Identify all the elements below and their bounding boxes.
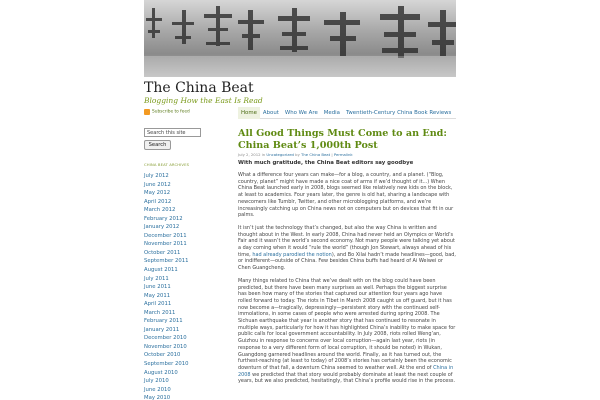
paragraph-text: It isn’t just the technology that’s changed, but also the way China is written and thought about in the West. In early 2008, China had never held an Olympics or World’s Fair and it wasn’t the world’s second economy. Not many people were talking yet about a day coming when it would “rule the world” (though Jon Stewart, always ahead of his time,: [238, 224, 455, 258]
archive-link[interactable]: July 2010: [144, 378, 169, 385]
nav-tab-book-reviews[interactable]: Twentieth-Century China Book Reviews: [345, 109, 452, 116]
archive-link[interactable]: April 2011: [144, 301, 172, 308]
archive-link[interactable]: March 2012: [144, 207, 176, 214]
post-category-link[interactable]: Uncategorized: [266, 152, 294, 157]
main-navigation: [238, 107, 456, 119]
archive-link[interactable]: March 2011: [144, 309, 176, 316]
header-banner-image: [144, 0, 456, 77]
nav-tab-home[interactable]: Home: [238, 107, 260, 119]
page-wrapper: [144, 0, 456, 400]
calligraphy-stone-image: [144, 0, 456, 77]
archive-link[interactable]: December 2011: [144, 232, 187, 239]
post-title[interactable]: All Good Things Must Come to an End: China Beat’s 1,000th Post: [238, 128, 447, 151]
archive-link[interactable]: January 2011: [144, 326, 180, 333]
rss-feed-icon: [144, 109, 150, 115]
archive-link[interactable]: June 2012: [144, 181, 171, 188]
archive-link[interactable]: August 2010: [144, 369, 178, 376]
paragraph-text: ), and Bo Xilai hadn’t made headlines—good, bad, or indifferent—outside of China. Few besides China buffs had heard of Ai Weiwei or Chen Guangcheng.: [238, 251, 456, 272]
subscribe-feed-label: Subscribe to feed: [152, 109, 190, 115]
archive-link[interactable]: April 2012: [144, 198, 172, 205]
subscribe-feed-link[interactable]: [144, 109, 234, 119]
post-by: by: [295, 152, 300, 157]
archive-link[interactable]: July 2011: [144, 275, 169, 282]
post-meta: [238, 152, 456, 157]
archives-heading: CHINA BEAT ARCHIVES: [144, 162, 190, 167]
main-content: [238, 128, 456, 385]
archive-link[interactable]: November 2010: [144, 343, 187, 350]
archives-list: [144, 172, 188, 400]
archive-link[interactable]: August 2011: [144, 267, 178, 274]
paragraph-text: Many things related to China that we’ve dealt with on the blog could have been predicted, but there have been many surprises as well. Perhaps the biggest surprise has been how many of the stories that captured our attention four years ago have rolled forward to today. The riots in Tibet in March 2008 caught us off guard, but it has now become a—tragically, depressingly—persistent story with the continued self-immolations, in some cases of people who were arrested during spring 2008. The Sichuan earthquake that year is another story that has continued to resonate in multiple ways, particularly for how it has highlighted China’s inability to make space for public calls for local government accountability. In July 2008, riots rolled Weng’an, Guizhou in response to concerns over local corruption—again last year, riots (in response to a very different form of local corruption, it should be noted) in Wukan, Guangdong garnered headlines around the world. Finally, as it has turned out, the furthest-reaching (at least to today) of 2008’s stories has certainly been the economic downturn of that fall, a downturn China seemed to weather well. At the end of: [238, 277, 456, 371]
archive-link[interactable]: July 2012: [144, 173, 169, 179]
nav-tab-about[interactable]: About: [262, 109, 279, 116]
site-title[interactable]: The China Beat: [144, 80, 254, 96]
archive-link[interactable]: May 2010: [144, 395, 171, 400]
post-meta-separator: |: [331, 152, 333, 157]
archive-link[interactable]: May 2012: [144, 190, 171, 197]
archive-link[interactable]: October 2011: [144, 249, 181, 256]
archive-link[interactable]: June 2010: [144, 386, 171, 393]
nav-tab-media[interactable]: Media: [323, 109, 340, 116]
post-paragraph: What a difference four years can make—for a blog, a country, and a planet. (“Blog, country, planet” might have made a nice coat of arms if we’d thought of it...) When China Beat launched early in 2008, blogs seemed like relatively new kids on the block, at least to academics. Four years later, the genre is old hat, sharing a landscape with newcomers like Tumblr, Twitter, and other microblogging platforms, and we’re increasingly catching up on China news not on computers but on devices that fit in our palms.: [238, 172, 454, 219]
archive-link[interactable]: February 2011: [144, 318, 183, 325]
archive-link[interactable]: November 2011: [144, 241, 187, 248]
site-description: Blogging How the East Is Read: [144, 96, 263, 105]
archive-link[interactable]: May 2011: [144, 292, 171, 299]
post-subtitle: With much gratitude, the China Beat editors say goodbye: [238, 160, 414, 166]
archive-link[interactable]: December 2010: [144, 335, 187, 342]
archive-link[interactable]: September 2010: [144, 361, 189, 368]
post-permalink[interactable]: Permalink: [333, 152, 353, 157]
nav-tab-who-we-are[interactable]: Who We Are: [284, 109, 318, 116]
china-in-2008-link[interactable]: China in 2008: [238, 364, 454, 378]
search-input[interactable]: [144, 128, 201, 137]
parody-link[interactable]: had already parodied the notion: [252, 251, 332, 258]
post-date: July 2, 2012 in: [238, 152, 266, 157]
search-button[interactable]: Search: [144, 140, 171, 150]
post-paragraph: [238, 278, 456, 385]
archive-link[interactable]: September 2011: [144, 258, 189, 265]
archive-link[interactable]: January 2012: [144, 224, 180, 231]
post-paragraph: [238, 225, 456, 272]
archive-link[interactable]: October 2010: [144, 352, 181, 359]
paragraph-text: we predicted that that story would probably dominate at least the next couple of years, but we also predicted, hesitatingly, that China’s profile would rise in the process.: [238, 371, 456, 385]
post-author-link[interactable]: The China Beat: [301, 152, 331, 157]
archive-link[interactable]: June 2011: [144, 284, 171, 291]
archive-link[interactable]: February 2012: [144, 215, 183, 222]
